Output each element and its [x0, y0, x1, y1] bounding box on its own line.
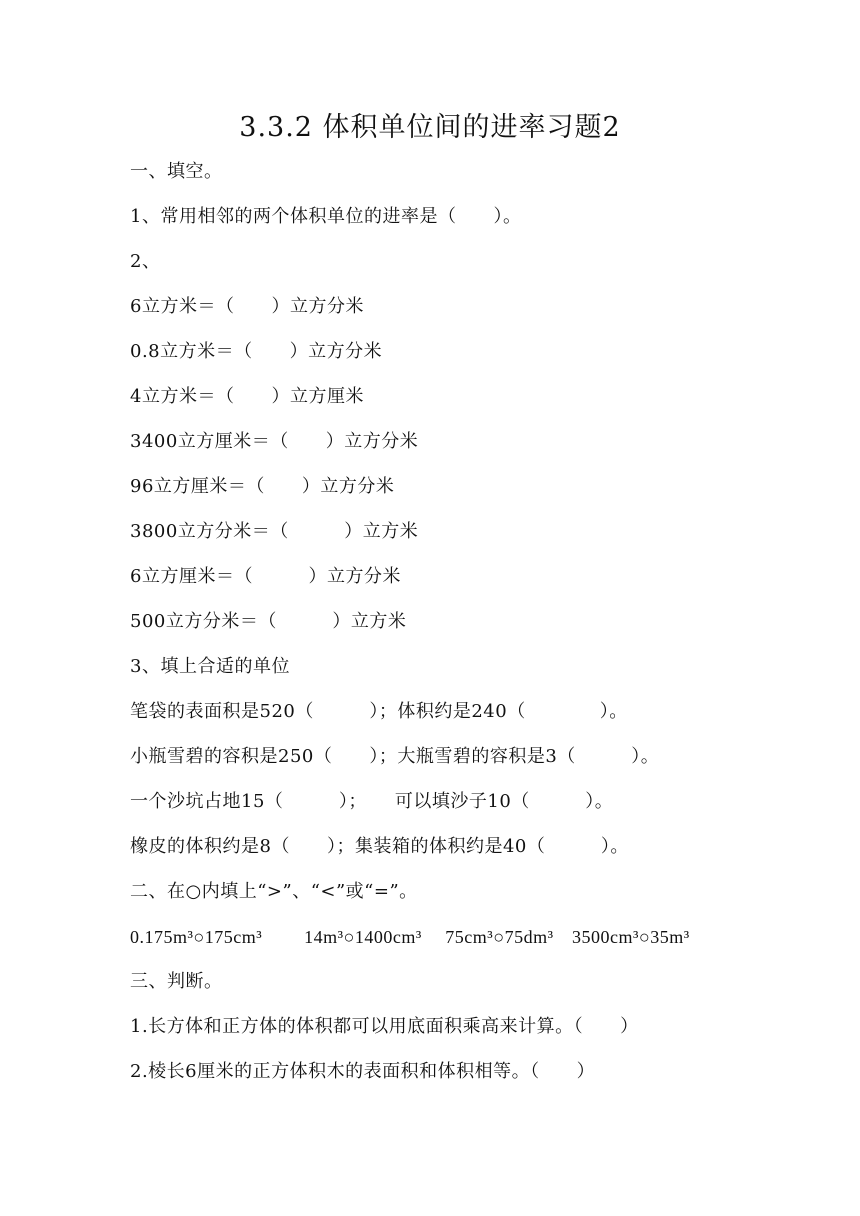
- section-2-heading: 二、在○内填上“>”、“<”或“=”。: [130, 881, 418, 902]
- conversion-item-3: 4立方米＝（ ）立方厘米: [130, 386, 364, 407]
- section-3-heading: 三、判断。: [130, 971, 223, 992]
- judgment-item-1: 1.长方体和正方体的体积都可以用底面积乘高来计算。（ ）: [130, 1016, 639, 1037]
- conversion-item-5: 96立方厘米＝（ ）立方分米: [130, 476, 395, 497]
- judgment-item-2: 2.棱长6厘米的正方体积木的表面积和体积相等。（ ）: [130, 1061, 596, 1082]
- page-title: 3.3.2 体积单位间的进率习题2: [239, 112, 621, 143]
- conversion-item-4: 3400立方厘米＝（ ）立方分米: [130, 431, 419, 452]
- conversion-item-7: 6立方厘米＝（ ）立方分米: [130, 566, 401, 587]
- unit-item-3: 一个沙坑占地15（ ）； 可以填沙子10（ ）。: [130, 791, 614, 812]
- comparison-row: 0.175m³○175cm³ 14m³○1400cm³ 75cm³○75dm³ 3500cm³○35m³: [130, 927, 690, 947]
- conversion-item-8: 500立方分米＝（ ）立方米: [130, 611, 407, 632]
- question-3-heading: 3、填上合适的单位: [130, 656, 290, 677]
- unit-item-1: 笔袋的表面积是520（ ）；体积约是240（ ）。: [130, 701, 628, 722]
- conversion-item-1: 6立方米＝（ ）立方分米: [130, 296, 364, 317]
- unit-item-4: 橡皮的体积约是8（ ）；集装箱的体积约是40（ ）。: [130, 836, 629, 857]
- conversion-item-2: 0.8立方米＝（ ）立方分米: [130, 341, 383, 362]
- section-1-heading: 一、填空。: [130, 161, 223, 182]
- conversion-item-6: 3800立方分米＝（ ）立方米: [130, 521, 419, 542]
- question-2-heading: 2、: [130, 251, 161, 272]
- question-1: 1、常用相邻的两个体积单位的进率是（ ）。: [130, 206, 522, 227]
- unit-item-2: 小瓶雪碧的容积是250（ ）；大瓶雪碧的容积是3（ ）。: [130, 746, 660, 767]
